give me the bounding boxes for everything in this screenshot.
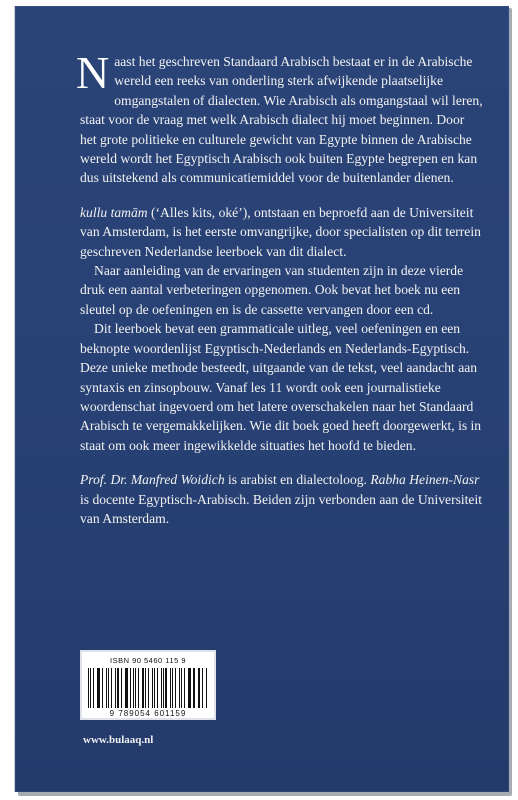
barcode-bar bbox=[152, 668, 153, 708]
paragraph-1-text: aast het geschreven Standaard Arabisch bestaat er in de Arabische wereld een reeks van onderling sterk afwijkende plaatselijke omgangstalen of dialecten. Wie Arabisch als omgangstaal wil leren, staat voor de vraag met welk Arabisch dialect hij moet beginnen. Door het grote politieke en culturele gewicht van Egypte binnen de Arabische wereld wordt het Egyptisch Arabisch ook buiten Egypte begrepen en kan dus uitstekend als communicatiemiddel voor de buitenlander dienen. bbox=[80, 54, 483, 186]
barcode-bar bbox=[93, 668, 94, 708]
publisher-website: www.bulaaq.nl bbox=[83, 734, 154, 746]
barcode-bar bbox=[135, 668, 136, 708]
barcode-bar bbox=[121, 668, 122, 708]
barcode-bar bbox=[126, 668, 127, 708]
barcode-bar bbox=[145, 668, 146, 708]
barcode-bar bbox=[184, 668, 185, 708]
isbn-label: ISBN 90 5460 115 9 bbox=[110, 656, 186, 665]
barcode-bar bbox=[165, 668, 167, 708]
barcode-bar bbox=[102, 668, 103, 708]
barcode-bar bbox=[199, 668, 200, 708]
barcode-bar bbox=[108, 668, 109, 708]
barcode-bar bbox=[189, 668, 191, 708]
author-2-text: is docente Egyptisch-Arabisch. Beiden zijn verbonden aan de Universiteit van Amsterdam. bbox=[80, 491, 483, 526]
barcode-bar bbox=[206, 668, 207, 708]
drop-cap: N bbox=[76, 47, 110, 98]
barcode-bar bbox=[138, 668, 139, 708]
barcode-bar bbox=[115, 668, 116, 708]
barcode-bars bbox=[88, 668, 208, 708]
blurb-paragraph-2 bbox=[80, 203, 484, 261]
blurb-paragraph-1 bbox=[76, 47, 484, 188]
barcode-bar bbox=[97, 668, 98, 708]
barcode-bar bbox=[154, 668, 155, 708]
barcode-bar bbox=[175, 668, 176, 708]
blurb-text bbox=[76, 47, 484, 528]
barcode-bar bbox=[106, 668, 107, 708]
barcode-bar bbox=[172, 668, 173, 708]
barcode-bar bbox=[202, 668, 203, 708]
barcode-bar bbox=[88, 668, 89, 708]
barcode-bar bbox=[117, 668, 119, 708]
barcode-bar bbox=[125, 668, 126, 708]
barcode-bar bbox=[161, 668, 162, 708]
barcode bbox=[80, 650, 216, 720]
barcode-bar bbox=[148, 668, 149, 708]
barcode-bar bbox=[163, 668, 164, 708]
barcode-bar bbox=[181, 668, 182, 708]
barcode-bar bbox=[170, 668, 171, 708]
author-1-text: is arabist en dialectoloog. bbox=[224, 472, 371, 488]
barcode-bar bbox=[198, 668, 199, 708]
barcode-bar bbox=[142, 668, 144, 708]
blurb-paragraph-3: Naar aanleiding van de ervaringen van studenten zijn in deze vierde druk een aantal verbeteringen opgenomen. Ook bevat het boek nu een sleutel op de oefeningen en is de cassette vervangen door een cd. bbox=[80, 263, 464, 317]
barcode-number: 9 789054 601159 bbox=[109, 709, 187, 718]
barcode-bar bbox=[133, 668, 134, 708]
barcode-bar bbox=[157, 668, 158, 708]
barcode-bar bbox=[90, 668, 91, 708]
barcode-bar bbox=[98, 668, 100, 708]
barcode-bar bbox=[111, 668, 112, 708]
author-bio bbox=[80, 470, 484, 528]
author-2-name: Rabha Heinen-Nasr bbox=[370, 472, 480, 488]
barcode-bar bbox=[193, 668, 194, 708]
book-title-italic: kullu tamām bbox=[80, 204, 148, 220]
paragraph-2-text: (‘Alles kits, oké’), ontstaan en beproefd aan de Universiteit van Amsterdam, is het eerste omvangrijke, door specialisten op dit terrein geschreven Nederlandse leerboek van dit dialect. bbox=[80, 204, 481, 259]
barcode-bar bbox=[130, 668, 131, 708]
author-1-name: Prof. Dr. Manfred Woidich bbox=[80, 472, 225, 488]
barcode-bar bbox=[188, 668, 189, 708]
blurb-paragraph-4: Dit leerboek bevat een grammaticale uitleg, veel oefeningen en een beknopte woordenlijst Egyptisch-Nederlands en Nederlands-Egyptisch. Deze unieke methode besteedt, uitgaande van de tekst, veel aandacht aan syntaxis en zinsopbouw. Vanaf les 11 wordt ook een journalistieke woordenschat ingevoerd om het latere overschakelen naar het Standaard Arabisch te vergemakkelijken. Wie dit boek goed heeft doorgewerkt, is in staat om ook meer ingewikkelde situaties het hoofd te bieden. bbox=[80, 321, 482, 453]
barcode-bar bbox=[179, 668, 180, 708]
